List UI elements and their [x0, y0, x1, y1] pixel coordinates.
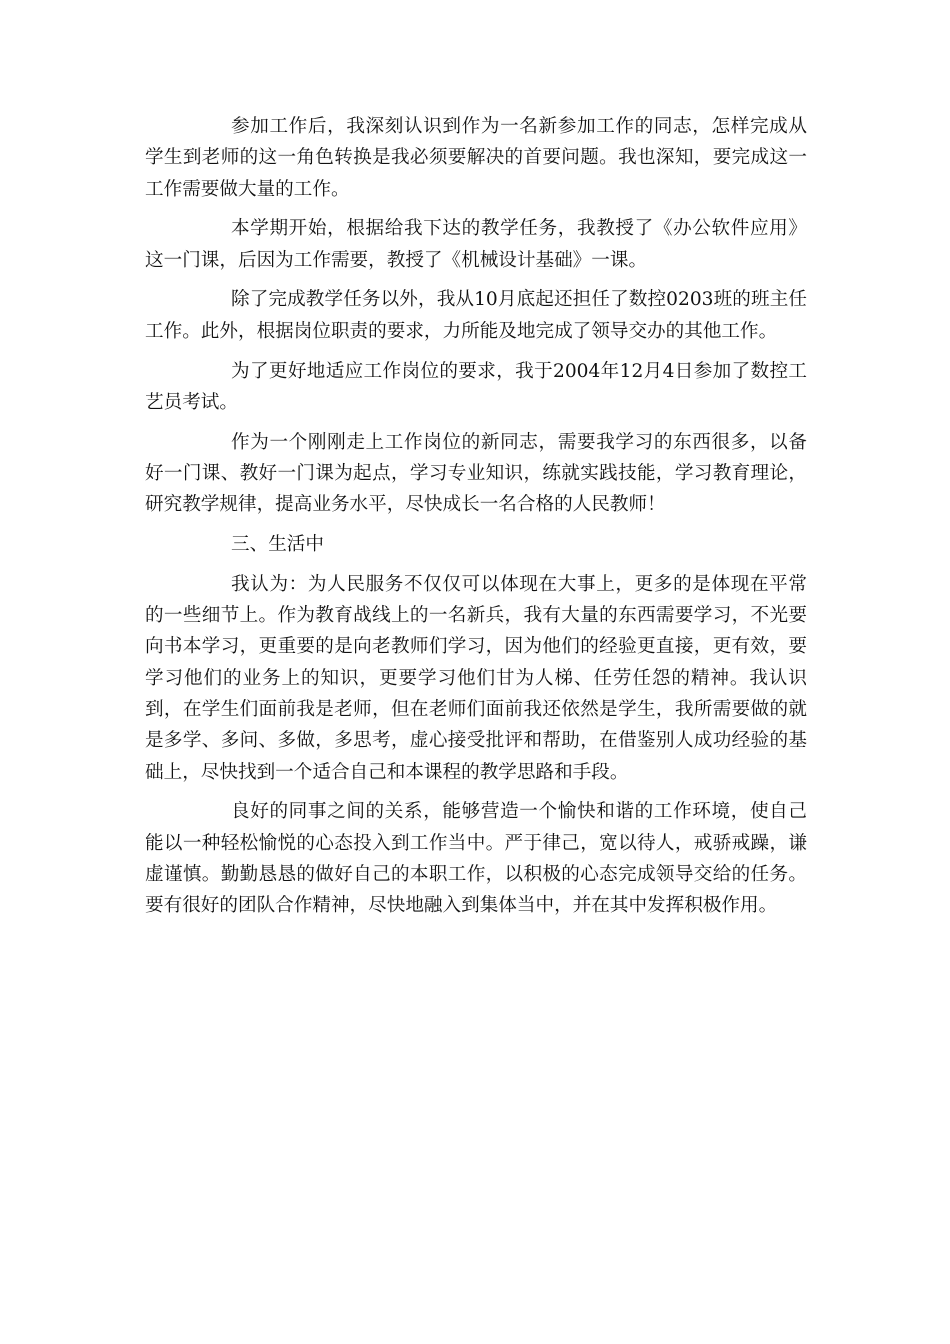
paragraph-serving-people: 我认为：为人民服务不仅仅可以体现在大事上，更多的是体现在平常的一些细节上。作为教育战线上的一名新兵，我有大量的东西需要学习，不光要向书本学习，更重要的是向老教师们学习，因为他们的经验更直接，更有效，要学习他们的业务上的知识，更要学习他们甘为人梯、任劳任怨的精神。我认识到，在学生们面前我是老师，但在老师们面前我还依然是学生，我所需要做的就是多学、多问、多做，多思考，虚心接受批评和帮助，在借鉴别人成功经验的基础上，尽快找到一个适合自己和本课程的教学思路和手段。 — [145, 573, 807, 783]
paragraph-role-transition: 参加工作后，我深刻认识到作为一名新参加工作的同志，怎样完成从学生到老师的这一角色转换是我必须要解决的首要问题。我也深知，要完成这一工作需要做大量的工作。 — [145, 116, 807, 200]
section-heading-life: 三、生活中 — [231, 534, 324, 556]
document-page — [145, 111, 807, 930]
paragraph-colleague-relations: 良好的同事之间的关系，能够营造一个愉快和谐的工作环境，使自己能以一种轻松愉悦的心态投入到工作当中。严于律己，宽以待人，戒骄戒躁，谦虚谨慎。勤勤恳恳的做好自己的本职工作，以积极的心态完成领导交给的任务。要有很好的团队合作精神，尽快地融入到集体当中，并在其中发挥积极作用。 — [145, 801, 807, 917]
paragraph-learning-goals: 作为一个刚刚走上工作岗位的新同志，需要我学习的东西很多，以备好一门课、教好一门课为起点，学习专业知识，练就实践技能，学习教育理论，研究教学规律，提高业务水平，尽快成长一名合格的人民教师！ — [145, 431, 807, 516]
paragraph-teaching-tasks: 本学期开始，根据给我下达的教学任务，我教授了《办公软件应用》这一门课，后因为工作需要，教授了《机械设计基础》一课。 — [145, 218, 807, 271]
paragraph-exam: 为了更好地适应工作岗位的要求，我于2004年12月4日参加了数控工艺员考试。 — [145, 360, 807, 413]
paragraph-class-teacher: 除了完成教学任务以外，我从10月底起还担任了数控0203班的班主任工作。此外，根据岗位职责的要求，力所能及地完成了领导交办的其他工作。 — [145, 289, 807, 342]
